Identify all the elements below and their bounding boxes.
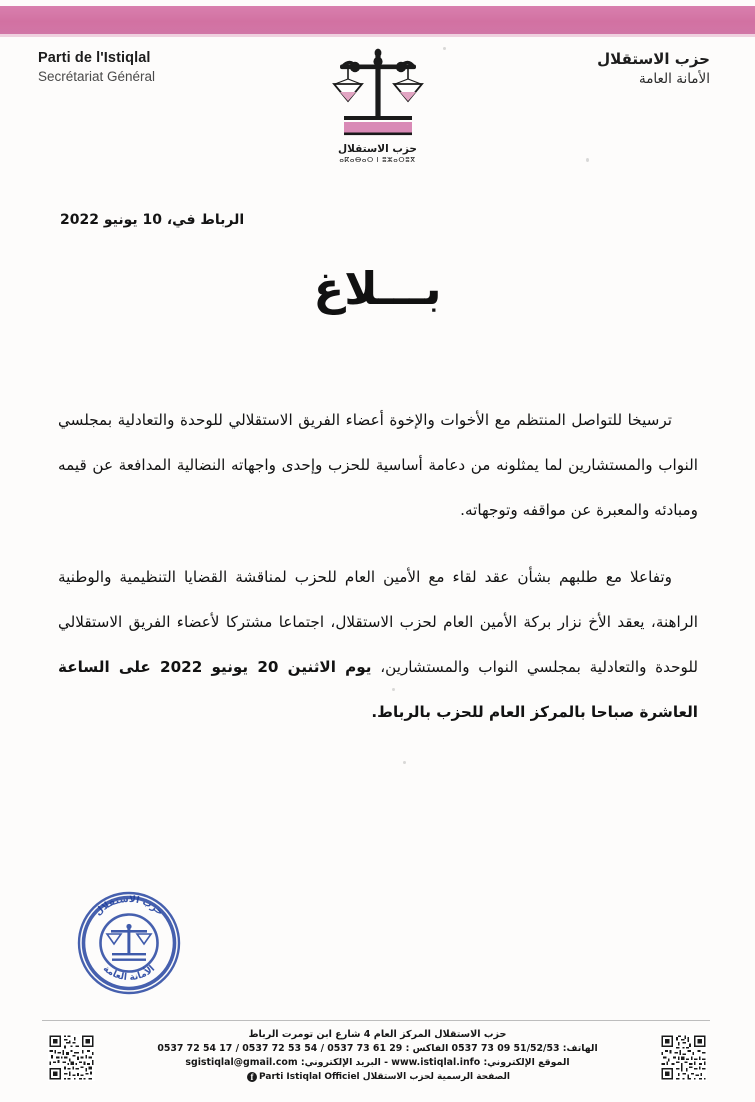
official-stamp: [70, 884, 188, 1002]
footer-web-email: الموقع الإلكتروني: www.istiqlal.info - البريد الإلكتروني: sgistiqlal@gmail.com: [185, 1057, 570, 1068]
header-french-block: [38, 50, 155, 84]
scan-artifact: [403, 761, 406, 764]
document-body: [58, 398, 698, 735]
scan-artifact: [392, 688, 395, 691]
page-title: بـــلاغ: [313, 262, 442, 315]
footer-website-label: الموقع الإلكتروني:: [483, 1057, 570, 1068]
footer-email-value[interactable]: sgistiqlal@gmail.com: [185, 1057, 298, 1068]
qr-code-icon[interactable]: [660, 1034, 707, 1081]
party-logo: [314, 46, 442, 164]
header-french-department: Secrétariat Général: [38, 69, 156, 84]
official-seal-stamp-icon: [70, 884, 188, 1002]
footer-facebook-page[interactable]: Parti Istiqlal Officiel: [259, 1072, 360, 1082]
footer-website-value[interactable]: www.istiqlal.info: [391, 1057, 481, 1068]
scales-of-justice-icon: [322, 46, 434, 142]
header-french-organization: Parti de l'Istiqlal: [38, 50, 151, 66]
body-paragraph-2: [58, 555, 698, 735]
footer-facebook-label: الصفحة الرسمية لحزب الاستقلال: [362, 1072, 510, 1082]
document-footer: [0, 1020, 755, 1102]
scan-artifact: [443, 47, 446, 50]
qr-code-icon[interactable]: [48, 1034, 95, 1081]
footer-phone-value: 0537 73 09 51/52/53: [451, 1043, 560, 1054]
header-arabic-block: [597, 50, 710, 87]
stamp-ring-text-top: حزب الاستقلال: [92, 893, 166, 918]
logo-caption-tifinagh: ⴰⴽⴰⴱⴰⵔ ⵏ ⵓⵣⴰⵔⵓⴳ: [339, 156, 416, 164]
body-paragraph-2-text: وتفاعلا مع طلبهم بشأن عقد لقاء مع الأمين العام للحزب لمناقشة القضايا التنظيمية والوطنية الراهنة، يعقد الأخ نزار بركة الأمين العام لحزب الاستقلال، اجتماعا مشتركا لأعضاء الفريق الاستقلالي للوحدة والتعادلية بمجلسي النواب والمستشارين،: [58, 568, 698, 676]
footer-email-label: البريد الإلكتروني:: [300, 1057, 381, 1068]
footer-address: حزب الاستقلال المركز العام 4 شارع ابن تومرت الرباط: [248, 1029, 507, 1040]
scan-artifact: [586, 158, 589, 162]
footer-facebook[interactable]: [120, 1070, 635, 1084]
document-header: [0, 42, 755, 167]
footer-phone-label: الهاتف:: [562, 1043, 598, 1054]
footer-divider: [42, 1020, 710, 1021]
facebook-icon[interactable]: f: [247, 1072, 257, 1082]
header-banner: [0, 6, 755, 34]
body-paragraph-2-emphasis: يوم الاثنين 20 يونيو 2022 على الساعة العاشرة صباحا بالمركز العام للحزب بالرباط.: [58, 658, 698, 721]
footer-fax-label: الفاكس :: [405, 1043, 449, 1054]
header-arabic-organization: حزب الاستقلال: [597, 50, 710, 68]
header-arabic-department: الأمانة العامة: [638, 71, 710, 87]
body-paragraph-1: ترسيخا للتواصل المنتظم مع الأخوات والإخوة أعضاء الفريق الاستقلالي للوحدة والتعادلية بمجلسي النواب والمستشارين لما يمثلونه من دعامة أساسية للحزب وإحدى واجهاته النضالية المدافعة عن قيمه ومبادئه والمعبرة عن مواقفه وتوجهاته.: [58, 411, 698, 519]
logo-caption-arabic: حزب الاستقلال: [338, 143, 417, 155]
footer-phone-fax: [120, 1042, 635, 1056]
dateline: الرباط في، 10 يونيو 2022: [60, 212, 245, 228]
footer-contact-block: [120, 1028, 635, 1084]
footer-fax-value: 0537 72 54 17 / 0537 72 53 54 / 0537 73 61 29: [157, 1043, 403, 1054]
stamp-ring-text-bottom: الأمانة العامة: [100, 963, 158, 984]
